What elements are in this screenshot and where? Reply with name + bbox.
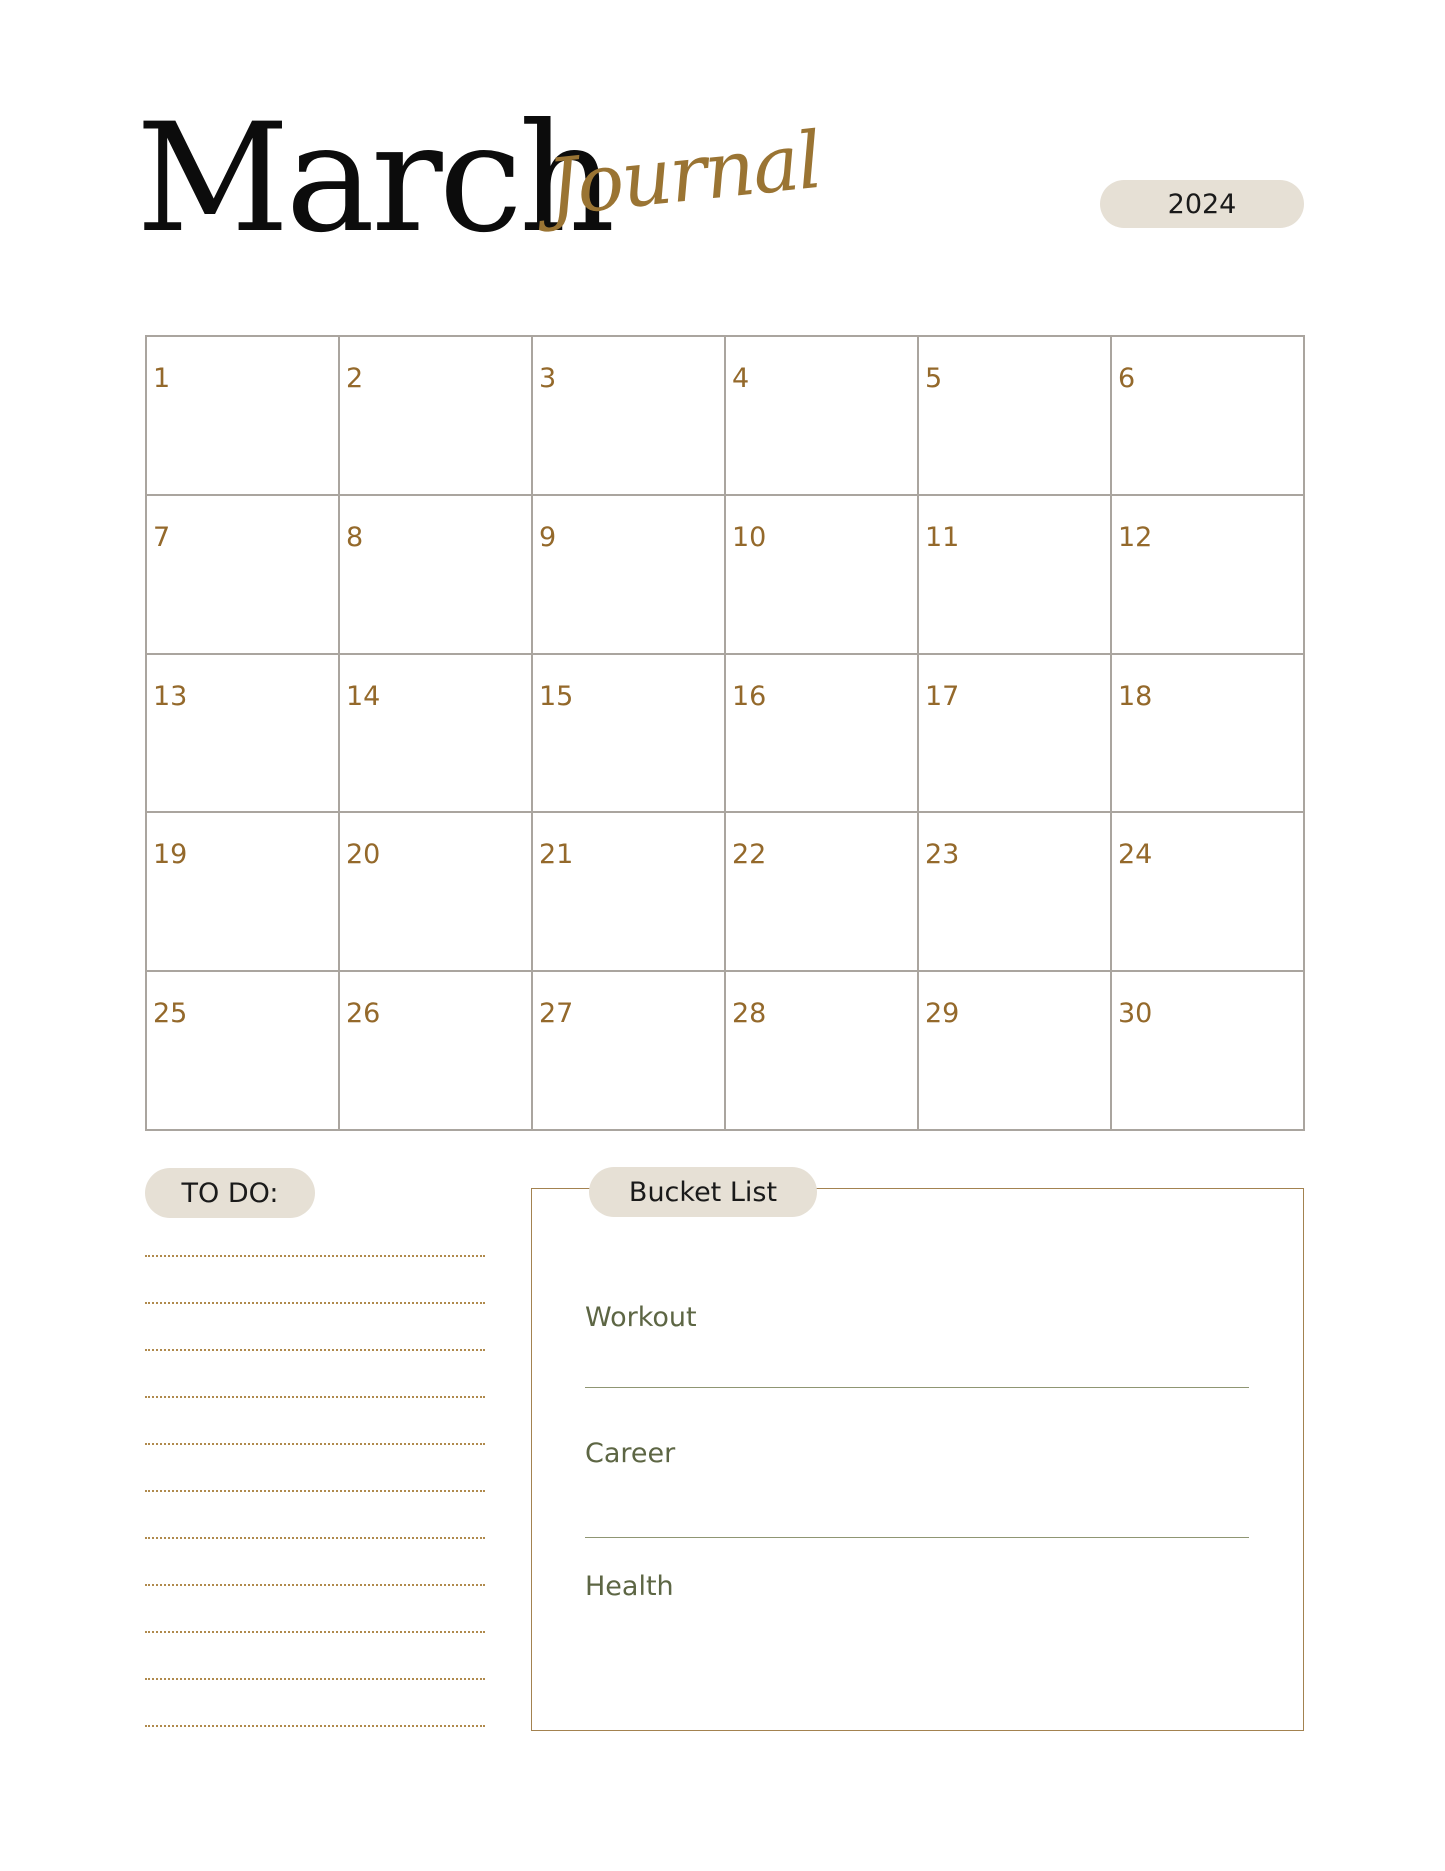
day-cell[interactable] (146, 495, 339, 654)
day-number: 10 (732, 521, 767, 553)
day-cell[interactable] (532, 971, 725, 1130)
todo-write-line[interactable] (145, 1678, 485, 1725)
todo-write-line[interactable] (145, 1443, 485, 1490)
day-number: 19 (153, 839, 188, 871)
day-cell[interactable] (725, 971, 918, 1130)
bucket-write-line[interactable] (585, 1387, 1249, 1388)
day-number: 2 (346, 363, 364, 394)
todo-write-line[interactable] (145, 1396, 485, 1443)
bucket-list-heading: Bucket List (589, 1167, 817, 1217)
day-number: 28 (732, 998, 767, 1030)
day-number: 21 (539, 839, 574, 871)
day-number: 18 (1118, 680, 1153, 712)
day-number: 8 (346, 521, 364, 553)
day-cell[interactable] (339, 336, 532, 495)
day-number: 9 (539, 521, 557, 553)
day-number: 6 (1118, 363, 1136, 394)
day-number: 17 (925, 680, 960, 712)
todo-write-line[interactable] (145, 1302, 485, 1349)
day-cell[interactable] (918, 495, 1111, 654)
day-cell[interactable] (339, 495, 532, 654)
todo-write-line[interactable] (145, 1490, 485, 1537)
year-badge: 2024 (1100, 180, 1304, 228)
day-number: 25 (153, 998, 188, 1030)
day-number: 27 (539, 998, 574, 1030)
todo-write-line[interactable] (145, 1537, 485, 1584)
day-cell[interactable] (918, 971, 1111, 1130)
todo-heading: TO DO: (145, 1168, 315, 1218)
day-number: 30 (1118, 998, 1153, 1030)
day-cell[interactable] (339, 654, 532, 813)
day-number: 7 (153, 521, 171, 553)
day-number: 14 (346, 680, 381, 712)
todo-write-line[interactable] (145, 1584, 485, 1631)
day-cell[interactable] (532, 336, 725, 495)
todo-write-line[interactable] (145, 1725, 485, 1772)
day-number: 12 (1118, 521, 1153, 553)
day-number: 29 (925, 998, 960, 1030)
day-cell[interactable] (146, 654, 339, 813)
day-cell[interactable] (339, 812, 532, 971)
day-cell[interactable] (146, 336, 339, 495)
day-number: 1 (153, 363, 171, 394)
day-cell[interactable] (1111, 654, 1304, 813)
day-number: 11 (925, 521, 960, 553)
day-cell[interactable] (918, 654, 1111, 813)
todo-write-line[interactable] (145, 1349, 485, 1396)
calendar-grid (145, 335, 1305, 1131)
day-number: 5 (925, 363, 943, 394)
day-cell[interactable] (339, 971, 532, 1130)
day-number: 24 (1118, 839, 1153, 871)
todo-write-line[interactable] (145, 1255, 485, 1302)
day-cell[interactable] (1111, 812, 1304, 971)
day-cell[interactable] (532, 654, 725, 813)
day-number: 15 (539, 680, 574, 712)
day-number: 4 (732, 363, 750, 394)
day-cell[interactable] (146, 812, 339, 971)
day-cell[interactable] (1111, 495, 1304, 654)
day-cell[interactable] (725, 654, 918, 813)
bucket-category-career: Career (585, 1438, 676, 1469)
bucket-category-workout: Workout (585, 1302, 697, 1333)
day-number: 16 (732, 680, 767, 712)
day-cell[interactable] (146, 971, 339, 1130)
day-number: 3 (539, 363, 557, 394)
day-cell[interactable] (918, 336, 1111, 495)
todo-write-line[interactable] (145, 1631, 485, 1678)
day-cell[interactable] (1111, 971, 1304, 1130)
day-cell[interactable] (725, 336, 918, 495)
day-number: 22 (732, 839, 767, 871)
bucket-write-line[interactable] (585, 1537, 1249, 1538)
day-cell[interactable] (1111, 336, 1304, 495)
day-number: 23 (925, 839, 960, 871)
day-number: 26 (346, 998, 381, 1030)
bucket-category-health: Health (585, 1571, 674, 1602)
day-cell[interactable] (918, 812, 1111, 971)
todo-list (145, 1255, 485, 1772)
day-cell[interactable] (532, 495, 725, 654)
day-number: 20 (346, 839, 381, 871)
day-cell[interactable] (532, 812, 725, 971)
day-cell[interactable] (725, 495, 918, 654)
day-cell[interactable] (725, 812, 918, 971)
month-title: March (136, 92, 612, 266)
journal-script-title: Journal (543, 115, 825, 234)
day-number: 13 (153, 680, 188, 712)
